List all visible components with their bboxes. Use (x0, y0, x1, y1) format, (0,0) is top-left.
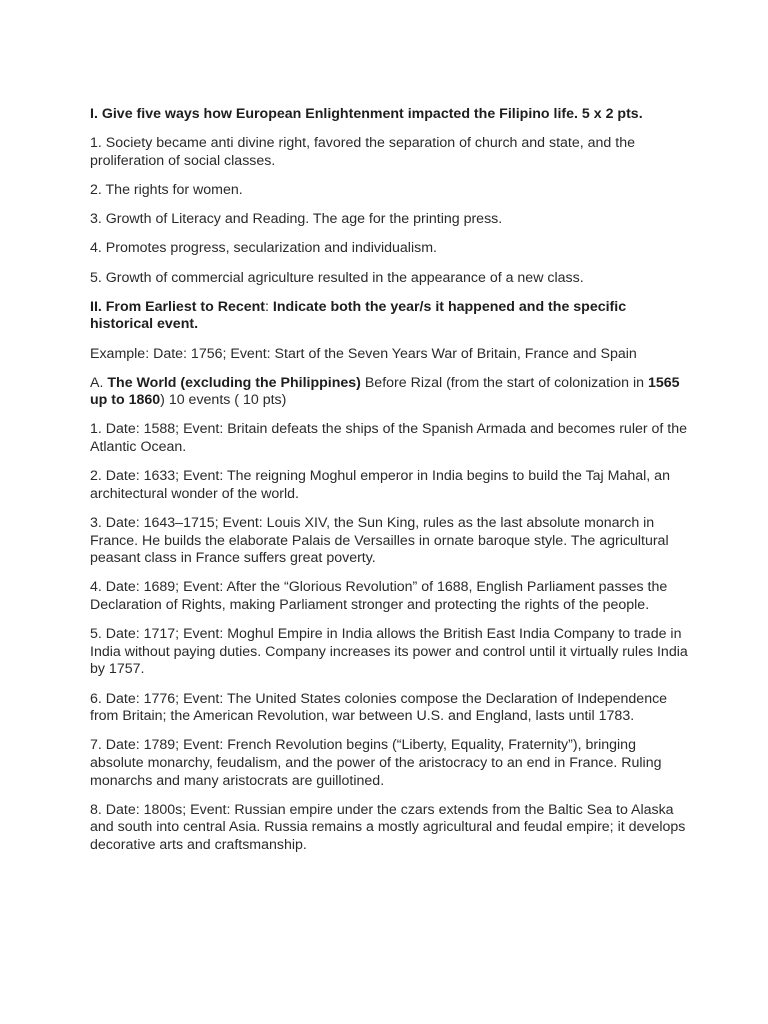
answer-item-3: 3. Growth of Literacy and Reading. The age for the printing press. (90, 211, 503, 228)
event-item-3: 3. Date: 1643–1715; Event: Louis XIV, the Sun King, rules as the last absolute monarch in France. He builds the elaborate Palais de Versailles in ornate baroque style. The agricultural peasant class in France suffers great poverty. (90, 515, 669, 567)
subsection-a-heading (90, 375, 690, 410)
subsection-a-text-end: ) 10 events ( 10 pts) (160, 392, 287, 409)
answer-item-5: 5. Growth of commercial agriculture resulted in the appearance of a new class. (90, 269, 584, 286)
answer-item-1: 1. Society became anti divine right, favored the separation of church and state, and the proliferation of social classes. (90, 135, 635, 169)
event-item-4: 4. Date: 1689; Event: After the “Glorious Revolution” of 1688, English Parliament passes the Declaration of Rights, making Parliament stronger and protecting the rights of the people. (90, 579, 668, 613)
section-2-heading (90, 299, 690, 334)
subsection-a-label: A. (90, 374, 108, 391)
event-item-5: 5. Date: 1717; Event: Moghul Empire in India allows the British East India Company to trade in India without paying duties. Company increases its power and control until it virtually rules India by 1757. (90, 626, 688, 678)
subsection-a-title: The World (excluding the Philippines) (107, 374, 361, 391)
subsection-a-range: 1565 up to 1860 (90, 374, 680, 409)
example-line: Example: Date: 1756; Event: Start of the Seven Years War of Britain, France and Spain (90, 345, 637, 362)
event-item-6: 6. Date: 1776; Event: The United States colonies compose the Declaration of Independence from Britain; the American Revolution, war between U.S. and England, lasts until 1783. (90, 690, 668, 725)
section-2-heading-rest: Indicate both the year/s it happened and the specific historical event. (90, 298, 627, 333)
section-2-heading-prefix: II. From Earliest to Recent (90, 298, 266, 315)
section-1-heading: I. Give five ways how European Enlightenment impacted the Filipino life. 5 x 2 pts. (90, 106, 643, 122)
event-item-7: 7. Date: 1789; Event: French Revolution begins (“Liberty, Equality, Fraternity”), bringing absolute monarchy, feudalism, and the power of the aristocracy to an end in France. Ruling monarchs and many aristocrats are guillotined. (90, 737, 662, 789)
event-item-2: 2. Date: 1633; Event: The reigning Moghul emperor in India begins to build the Taj Mahal, an architectural wonder of the world. (90, 468, 670, 502)
answer-item-2: 2. The rights for women. (90, 181, 243, 198)
section-2-heading-separator: : (265, 298, 273, 315)
answer-item-4: 4. Promotes progress, secularization and individualism. (90, 240, 437, 257)
event-item-1: 1. Date: 1588; Event: Britain defeats the ships of the Spanish Armada and becomes ruler of the Atlantic Ocean. (90, 421, 688, 456)
event-item-8: 8. Date: 1800s; Event: Russian empire under the czars extends from the Baltic Sea to Alaska and south into central Asia. Russia remains a mostly agricultural and feudal empire; it develops decorative arts and craftsmanship. (90, 801, 686, 853)
subsection-a-text-mid: Before Rizal (from the start of colonization in (360, 374, 648, 391)
document-body (90, 106, 690, 866)
